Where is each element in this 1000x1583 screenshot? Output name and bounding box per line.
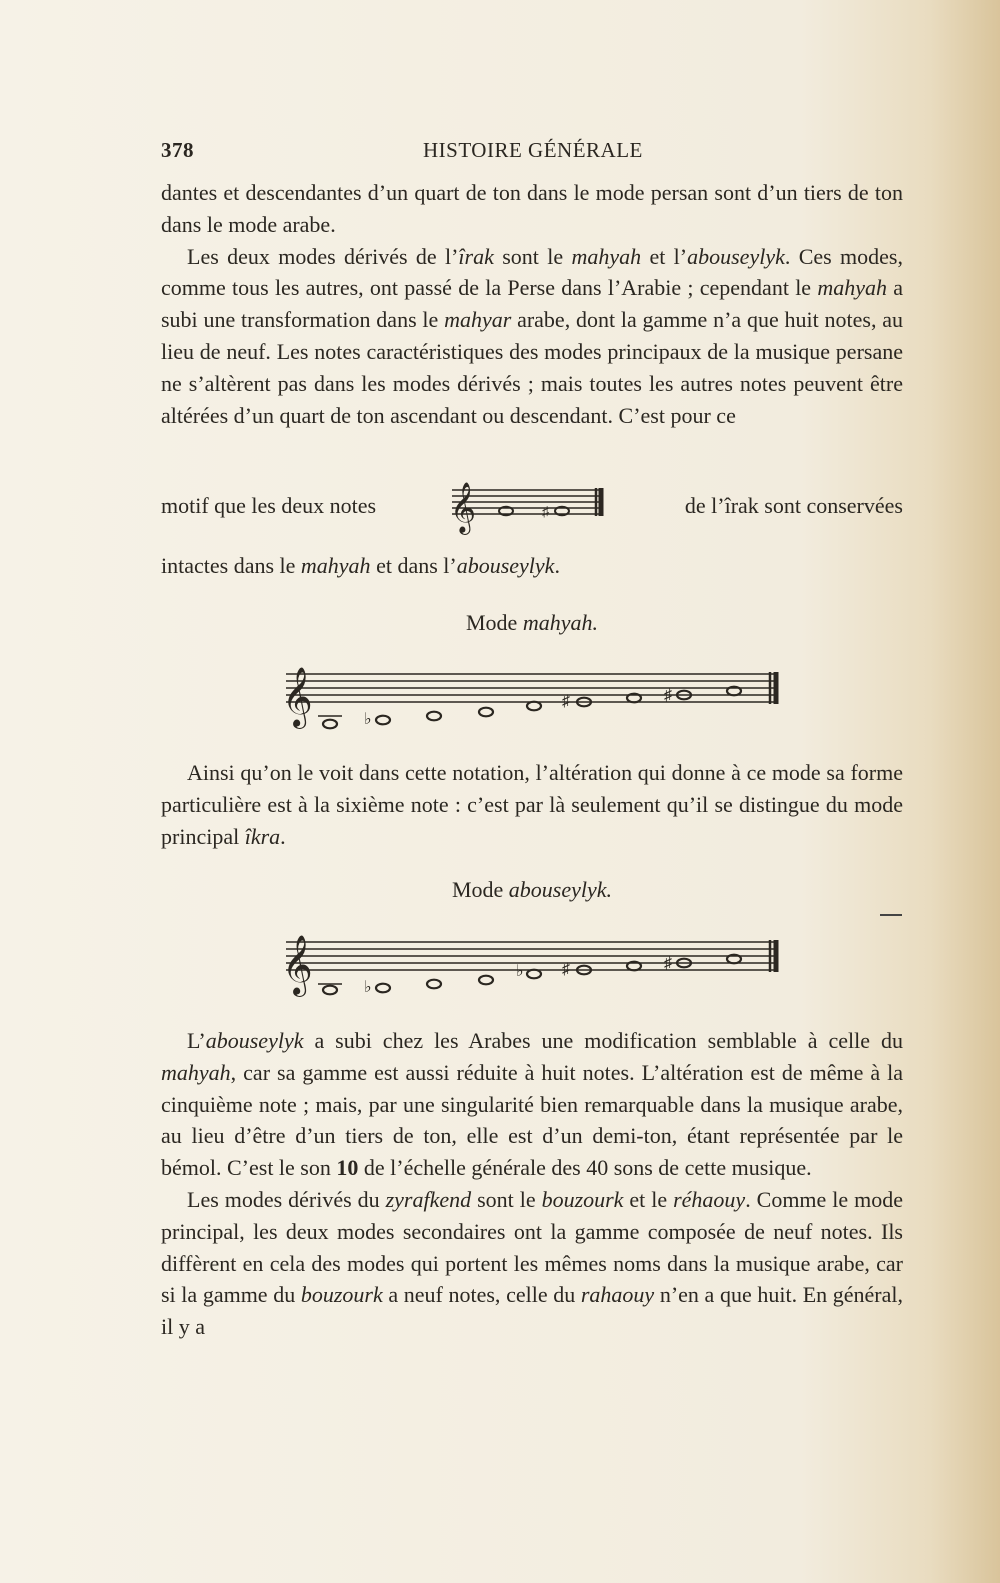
para2-text-c: et l’ [641,243,688,269]
number-forty: 40 [586,1155,609,1181]
inline-music-line [161,482,903,533]
term-irak: îrak [458,243,494,269]
para2-text-d: . Ces modes, comme tous les autres, ont passé de la Perse dans l’Arabie ; cependant le [161,243,903,301]
term-mahyah: mahyah [817,275,887,301]
inline-staff-example [450,480,610,532]
para2-text-f: arabe, dont la gamme n’a que huit notes, au lieu de neuf. Les notes caractéristiques des modes principaux de la musique persane ne s’altèrent pas dans les modes dérivés ; mais toutes les autres notes peuvent être altérées d’un quart de ton ascendant ou descendant. C’est pour ce [161,307,903,428]
whole-note [527,702,541,711]
treble-clef-icon: 𝄞 [450,482,477,533]
para1-line2: d’un tiers de ton dans le mode arabe. [161,180,903,237]
paragraph-continued [161,177,903,241]
quarter-sharp-icon: ♯ [542,505,550,520]
para2-text-e: a subi une transformation dans le [161,275,904,333]
whole-note [323,720,337,729]
text-block-bottom [161,1025,903,1343]
para4-text-b: a subi chez les Arabes une modification semblable à celle du [303,1028,903,1053]
whole-note [479,976,493,985]
line-after-text-b: et dans l’ [370,553,457,578]
whole-note [527,970,541,979]
margin-dash [880,914,902,916]
whole-note [376,716,390,725]
sharp-icon: ♯ [664,955,672,972]
mode-name: abouseylyk. [508,877,613,902]
term-abouseylyk: abouseylyk [456,553,555,578]
mode-name: mahyah. [522,610,598,635]
flat-icon: ♭ [516,963,524,980]
whole-note [376,984,390,993]
paragraph-derived-modes [161,241,903,432]
text-block-middle [161,757,903,852]
paragraph-notation [161,757,903,852]
whole-note [427,712,441,721]
term-bouzourk: bouzourk [541,1186,624,1212]
text-block-top [161,177,903,431]
para5-text-c: et le [623,1186,674,1212]
line-after-text-a: intactes dans le [161,553,301,578]
para4-text-a: L’ [187,1028,206,1053]
whole-note [479,708,493,717]
inline-text-after: de l’îrak sont conservées [684,493,903,518]
page-number: 378 [161,138,194,162]
term-zyrafkend: zyrafkend [385,1186,472,1212]
abouseylyk-scale-staff [278,928,788,1008]
mahyah-scale-staff [278,660,788,740]
para4-text-e: sons de cette musique. [608,1155,812,1181]
term-rehaouy: réhaouy [673,1186,746,1212]
mode-mahyah-caption [161,610,903,636]
whole-note [323,986,337,995]
flat-icon: ♭ [364,711,372,728]
line-after-text-c: . [554,553,560,578]
running-header [161,138,903,168]
mode-caption-prefix: Mode [466,610,523,635]
para5-text-d: . Comme le mode principal, les deux modes secondaires ont la gamme composée de neuf notes. Ils diffèrent en cela des modes qui portent les mêmes noms dans la musique arabe, car si la gamme du [161,1186,903,1308]
whole-note [427,980,441,989]
term-bouzourk: bouzourk [300,1282,383,1308]
para2-text-b: sont le [493,243,572,269]
term-rahaouy: rahaouy [580,1282,655,1308]
treble-clef-icon: 𝄞 [282,935,313,995]
inline-text-before: motif que les deux notes [161,493,377,518]
mode-abouseylyk-caption [161,877,903,903]
para1-line1: dantes et descendantes d’un quart de ton dans le mode persan sont [161,180,752,205]
number-ten: 10 [336,1155,359,1181]
quarter-sharp-icon: ♯ [562,961,570,978]
treble-clef-icon: 𝄞 [282,667,313,727]
flat-icon: ♭ [364,979,372,996]
para3-text-b: . [280,823,286,849]
para2-text-a: Les deux modes dérivés de l’ [187,243,459,269]
para4-text-d: de l’échelle générale des [358,1155,587,1181]
para5-text-e: a neuf notes, celle du [382,1282,581,1308]
sharp-icon: ♯ [664,687,672,704]
running-title: HISTOIRE GÉNÉRALE [423,138,643,162]
term-mahyah: mahyah [161,1059,231,1085]
line-after-music [161,550,903,582]
quarter-sharp-icon: ♯ [562,693,570,710]
para3-text-a: Ainsi qu’on le voit dans cette notation, l’altération qui donne à ce mode sa forme particulière est à la sixième note : c’est par là seulement qu’il se distingue du mode principal [161,760,903,849]
para4-text-c: , car sa gamme est aussi réduite à huit notes. L’altération est de même à la cinquième note ; mais, par une singularité bien remarquable dans la musique arabe, au lieu d’être d’un tiers de ton, elle est d’un demi-ton, étant représentée par le bémol. C’est le son [161,1059,903,1181]
term-mahyah: mahyah [571,243,642,269]
term-mahyah: mahyah [300,553,371,578]
term-abouseylyk: abouseylyk [687,243,785,269]
term-abouseylyk: abouseylyk [205,1028,304,1053]
para5-text-a: Les modes dérivés du [187,1186,386,1212]
para5-text-f: n’en a que huit. En général, il y a [161,1282,904,1340]
para5-text-b: sont le [471,1186,542,1212]
paragraph-zyrafkend [161,1184,903,1343]
paragraph-abouseylyk [161,1025,903,1184]
term-ikra: îkra [244,823,281,849]
term-mahyar: mahyar [444,307,512,333]
mode-caption-prefix: Mode [451,877,509,902]
